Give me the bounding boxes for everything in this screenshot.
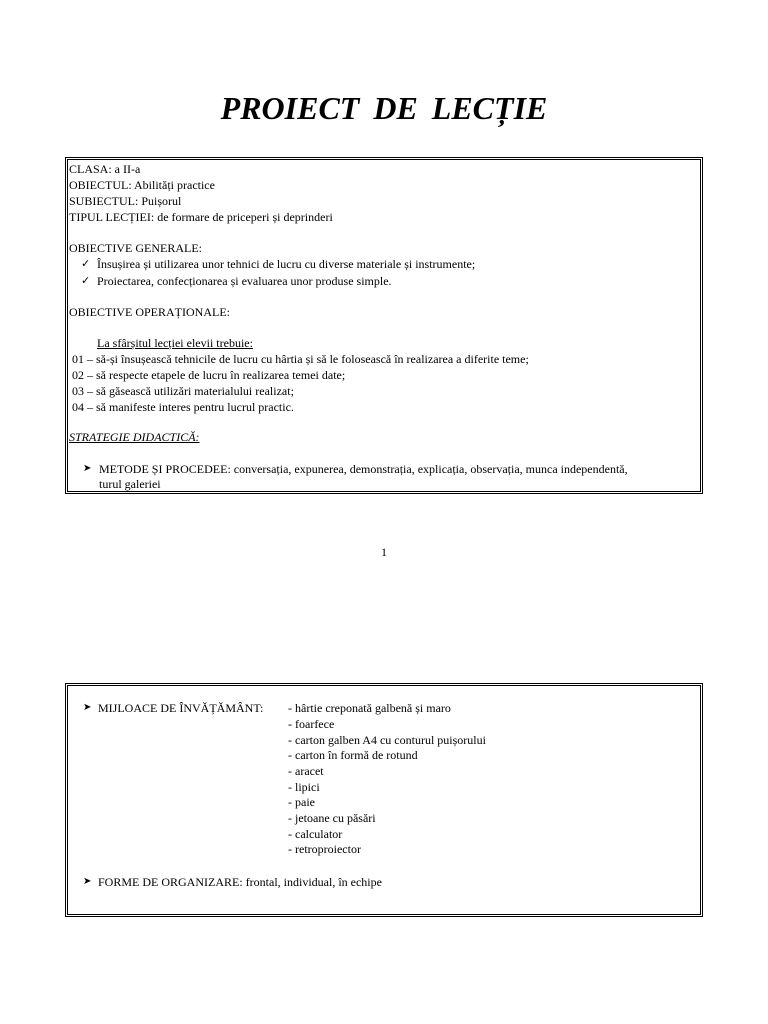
operational-item: 02 – să respecte etapele de lucru în realizarea temei date; <box>72 368 346 382</box>
obiectiv-general-item: ✓ Proiectarea, confecționarea și evaluarea unor produse simple. <box>97 274 392 288</box>
page-title: PROIECT DE LECȚIE <box>220 90 548 126</box>
tipul-lectiei-line: TIPUL LECȚIEI: de formare de priceperi și deprinderi <box>69 210 333 224</box>
mijloace-item: - aracet <box>288 764 324 778</box>
mijloace-item: - lipici <box>288 780 320 794</box>
metode-line-continued: turul galeriei <box>99 477 161 491</box>
mijloace-item: - carton galben A4 cu conturul puișorului <box>288 733 486 747</box>
mijloace-item: - calculator <box>288 827 343 841</box>
operational-item: 04 – să manifeste interes pentru lucrul practic. <box>72 400 294 414</box>
arrow-bullet-icon: ➤ <box>83 702 92 713</box>
mijloace-item: - jetoane cu păsări <box>288 811 376 825</box>
operational-item: 01 – să-și însușească tehnicile de lucru cu hârtia și să le folosească în realizarea a diferite teme; <box>72 352 529 366</box>
obiective-operationale-heading: OBIECTIVE OPERAȚIONALE: <box>69 305 230 319</box>
clasa-line: CLASA: a II-a <box>69 162 141 176</box>
operational-intro: La sfârșitul lecției elevii trebuie: <box>97 336 253 350</box>
page-number: 1 <box>381 545 387 559</box>
lesson-info-box <box>65 157 703 494</box>
subiectul-line: SUBIECTUL: Puișorul <box>69 194 182 208</box>
mijloace-item: - foarfece <box>288 717 335 731</box>
obiectiv-general-item: ✓ Însușirea și utilizarea unor tehnici de lucru cu diverse materiale și instrumente; <box>97 257 475 271</box>
metode-line: METODE ȘI PROCEDEE: conversația, expunerea, demonstrația, explicația, observația, munca independentă, <box>99 462 628 476</box>
mijloace-item: - retroproiector <box>288 842 361 856</box>
operational-item: 03 – să găsească utilizări materialului realizat; <box>72 384 294 398</box>
obiective-generale-heading: OBIECTIVE GENERALE: <box>69 241 202 255</box>
resources-box <box>65 683 703 917</box>
mijloace-label: MIJLOACE DE ÎNVĂȚĂMÂNT: <box>98 701 264 715</box>
arrow-bullet-icon: ➤ <box>83 463 92 474</box>
strategie-heading: STRATEGIE DIDACTICĂ: <box>69 430 200 444</box>
arrow-bullet-icon: ➤ <box>83 876 92 887</box>
mijloace-item: - hârtie creponată galbenă și maro <box>288 701 451 715</box>
mijloace-item: - carton în formă de rotund <box>288 748 418 762</box>
mijloace-item: - paie <box>288 795 315 809</box>
obiectul-line: OBIECTUL: Abilități practice <box>69 178 215 192</box>
forme-organizare-line: FORME DE ORGANIZARE: frontal, individual, în echipe <box>98 875 382 889</box>
